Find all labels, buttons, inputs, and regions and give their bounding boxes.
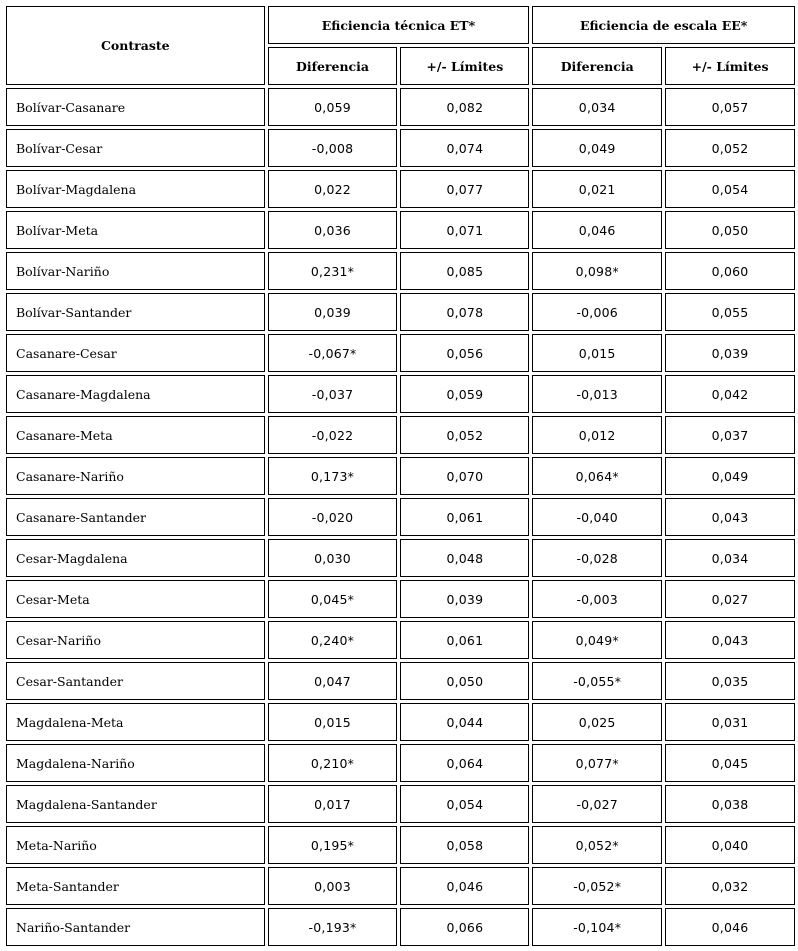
cell-et-diferencia: 0,059	[268, 88, 398, 126]
table-row	[6, 621, 795, 659]
cell-ee-limites: 0,039	[665, 334, 795, 372]
table-row	[6, 170, 795, 208]
table-row	[6, 416, 795, 454]
cell-ee-diferencia: -0,003	[532, 580, 662, 618]
cell-ee-diferencia: -0,055*	[532, 662, 662, 700]
cell-et-limites: 0,054	[400, 785, 529, 823]
cell-ee-diferencia: -0,006	[532, 293, 662, 331]
table-row	[6, 908, 795, 946]
cell-et-diferencia: 0,017	[268, 785, 398, 823]
cell-ee-limites: 0,034	[665, 539, 795, 577]
cell-contraste: Bolívar-Cesar	[6, 129, 265, 167]
cell-et-diferencia: 0,036	[268, 211, 398, 249]
cell-et-diferencia: 0,240*	[268, 621, 398, 659]
cell-et-limites: 0,071	[400, 211, 529, 249]
table-header	[6, 6, 795, 85]
cell-ee-diferencia: -0,028	[532, 539, 662, 577]
table-row	[6, 539, 795, 577]
cell-et-limites: 0,074	[400, 129, 529, 167]
cell-et-diferencia: 0,195*	[268, 826, 398, 864]
cell-ee-limites: 0,037	[665, 416, 795, 454]
header-et-diferencia: Diferencia	[268, 47, 398, 85]
header-ee-limites: +/- Límites	[665, 47, 795, 85]
cell-contraste: Cesar-Nariño	[6, 621, 265, 659]
cell-et-limites: 0,066	[400, 908, 529, 946]
cell-et-limites: 0,039	[400, 580, 529, 618]
cell-et-diferencia: -0,020	[268, 498, 398, 536]
cell-ee-limites: 0,032	[665, 867, 795, 905]
cell-et-limites: 0,058	[400, 826, 529, 864]
cell-ee-diferencia: 0,098*	[532, 252, 662, 290]
cell-et-limites: 0,050	[400, 662, 529, 700]
cell-et-limites: 0,070	[400, 457, 529, 495]
cell-ee-diferencia: 0,077*	[532, 744, 662, 782]
contrast-results-table	[3, 3, 798, 949]
header-et-limites: +/- Límites	[400, 47, 529, 85]
table-row	[6, 744, 795, 782]
cell-contraste: Magdalena-Santander	[6, 785, 265, 823]
cell-et-diferencia: 0,039	[268, 293, 398, 331]
cell-contraste: Bolívar-Magdalena	[6, 170, 265, 208]
cell-et-limites: 0,061	[400, 621, 529, 659]
table-row	[6, 457, 795, 495]
cell-ee-limites: 0,043	[665, 498, 795, 536]
table-row	[6, 662, 795, 700]
cell-ee-limites: 0,052	[665, 129, 795, 167]
cell-contraste: Cesar-Meta	[6, 580, 265, 618]
cell-et-limites: 0,064	[400, 744, 529, 782]
table-row	[6, 703, 795, 741]
cell-ee-diferencia: -0,040	[532, 498, 662, 536]
cell-contraste: Magdalena-Meta	[6, 703, 265, 741]
cell-et-diferencia: -0,022	[268, 416, 398, 454]
cell-contraste: Magdalena-Nariño	[6, 744, 265, 782]
cell-contraste: Casanare-Santander	[6, 498, 265, 536]
cell-ee-diferencia: 0,049*	[532, 621, 662, 659]
cell-contraste: Nariño-Santander	[6, 908, 265, 946]
header-row-groups	[6, 6, 795, 44]
cell-contraste: Bolívar-Meta	[6, 211, 265, 249]
cell-ee-limites: 0,035	[665, 662, 795, 700]
cell-ee-limites: 0,054	[665, 170, 795, 208]
table-row	[6, 129, 795, 167]
cell-ee-diferencia: 0,034	[532, 88, 662, 126]
header-group-eficiencia-tecnica: Eficiencia técnica ET*	[268, 6, 530, 44]
cell-et-diferencia: 0,173*	[268, 457, 398, 495]
table-row	[6, 88, 795, 126]
cell-et-limites: 0,059	[400, 375, 529, 413]
cell-et-diferencia: 0,030	[268, 539, 398, 577]
cell-contraste: Meta-Nariño	[6, 826, 265, 864]
cell-et-limites: 0,077	[400, 170, 529, 208]
cell-ee-limites: 0,027	[665, 580, 795, 618]
header-ee-diferencia: Diferencia	[532, 47, 662, 85]
cell-et-limites: 0,085	[400, 252, 529, 290]
cell-ee-diferencia: -0,104*	[532, 908, 662, 946]
cell-contraste: Bolívar-Nariño	[6, 252, 265, 290]
cell-et-diferencia: -0,193*	[268, 908, 398, 946]
cell-et-diferencia: 0,210*	[268, 744, 398, 782]
cell-contraste: Bolívar-Casanare	[6, 88, 265, 126]
cell-contraste: Casanare-Meta	[6, 416, 265, 454]
header-contraste: Contraste	[6, 6, 265, 85]
table-row	[6, 826, 795, 864]
cell-ee-limites: 0,038	[665, 785, 795, 823]
cell-ee-diferencia: -0,052*	[532, 867, 662, 905]
cell-ee-limites: 0,057	[665, 88, 795, 126]
cell-ee-limites: 0,031	[665, 703, 795, 741]
cell-et-diferencia: 0,015	[268, 703, 398, 741]
cell-et-diferencia: 0,231*	[268, 252, 398, 290]
cell-et-limites: 0,052	[400, 416, 529, 454]
cell-contraste: Casanare-Cesar	[6, 334, 265, 372]
cell-contraste: Cesar-Santander	[6, 662, 265, 700]
cell-ee-limites: 0,060	[665, 252, 795, 290]
cell-ee-diferencia: -0,013	[532, 375, 662, 413]
cell-et-limites: 0,082	[400, 88, 529, 126]
cell-contraste: Bolívar-Santander	[6, 293, 265, 331]
cell-contraste: Cesar-Magdalena	[6, 539, 265, 577]
cell-ee-limites: 0,040	[665, 826, 795, 864]
header-group-eficiencia-escala: Eficiencia de escala EE*	[532, 6, 795, 44]
cell-et-limites: 0,048	[400, 539, 529, 577]
table-row	[6, 252, 795, 290]
cell-ee-diferencia: 0,012	[532, 416, 662, 454]
cell-ee-limites: 0,042	[665, 375, 795, 413]
cell-et-limites: 0,078	[400, 293, 529, 331]
cell-et-limites: 0,044	[400, 703, 529, 741]
cell-ee-diferencia: 0,049	[532, 129, 662, 167]
cell-et-limites: 0,056	[400, 334, 529, 372]
cell-et-diferencia: 0,045*	[268, 580, 398, 618]
cell-contraste: Casanare-Nariño	[6, 457, 265, 495]
cell-ee-diferencia: 0,046	[532, 211, 662, 249]
cell-et-diferencia: -0,008	[268, 129, 398, 167]
cell-ee-limites: 0,046	[665, 908, 795, 946]
cell-et-diferencia: 0,003	[268, 867, 398, 905]
table-row	[6, 293, 795, 331]
table-row	[6, 498, 795, 536]
cell-et-diferencia: 0,022	[268, 170, 398, 208]
cell-et-limites: 0,061	[400, 498, 529, 536]
table-row	[6, 580, 795, 618]
cell-ee-limites: 0,049	[665, 457, 795, 495]
cell-ee-limites: 0,045	[665, 744, 795, 782]
table-row	[6, 375, 795, 413]
cell-ee-diferencia: 0,015	[532, 334, 662, 372]
table-row	[6, 211, 795, 249]
table-row	[6, 334, 795, 372]
cell-et-diferencia: -0,067*	[268, 334, 398, 372]
cell-ee-diferencia: -0,027	[532, 785, 662, 823]
cell-ee-limites: 0,055	[665, 293, 795, 331]
cell-ee-diferencia: 0,025	[532, 703, 662, 741]
table-body	[6, 88, 795, 946]
table-row	[6, 867, 795, 905]
cell-contraste: Meta-Santander	[6, 867, 265, 905]
table-row	[6, 785, 795, 823]
cell-ee-diferencia: 0,052*	[532, 826, 662, 864]
cell-contraste: Casanare-Magdalena	[6, 375, 265, 413]
cell-ee-limites: 0,043	[665, 621, 795, 659]
cell-ee-diferencia: 0,021	[532, 170, 662, 208]
cell-ee-limites: 0,050	[665, 211, 795, 249]
cell-et-limites: 0,046	[400, 867, 529, 905]
cell-ee-diferencia: 0,064*	[532, 457, 662, 495]
cell-et-diferencia: -0,037	[268, 375, 398, 413]
cell-et-diferencia: 0,047	[268, 662, 398, 700]
